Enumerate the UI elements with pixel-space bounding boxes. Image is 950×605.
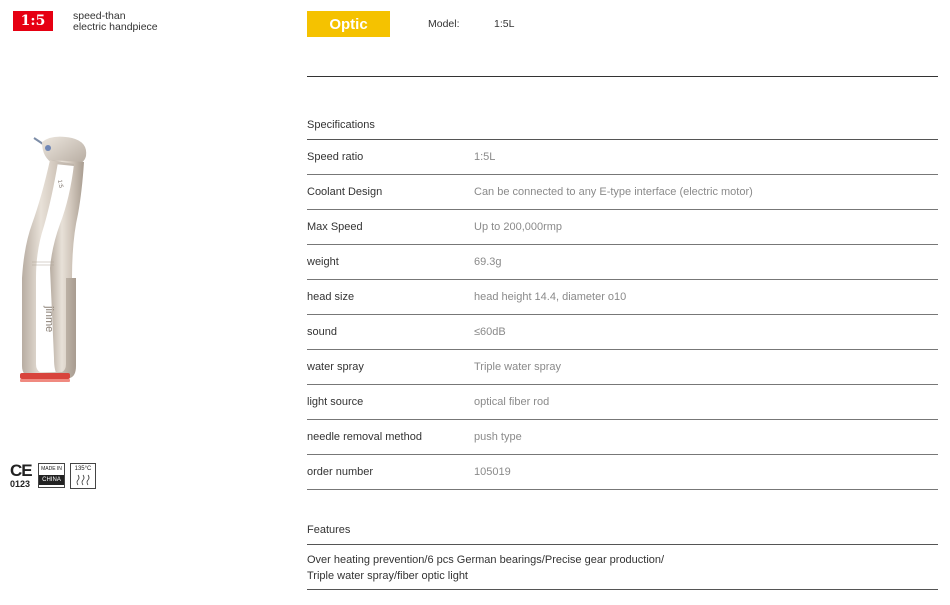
- description-line-1: speed-than: [73, 10, 126, 22]
- made-in-china-badge: [38, 463, 65, 488]
- header-divider: [307, 76, 938, 77]
- temperature-label: 135°C: [74, 466, 92, 472]
- spec-value: Triple water spray: [474, 361, 562, 373]
- spec-value: optical fiber rod: [474, 396, 550, 408]
- spec-label: weight: [307, 256, 339, 268]
- spec-label: head size: [307, 291, 355, 303]
- features-title: Features: [307, 524, 351, 536]
- spec-value: Can be connected to any E-type interface (electric motor): [474, 186, 753, 198]
- spec-value: ≤60dB: [474, 326, 506, 338]
- spec-row: [307, 455, 938, 490]
- spec-row: [307, 385, 938, 420]
- optic-badge: Optic: [307, 11, 390, 37]
- specifications-table: [307, 140, 938, 490]
- spec-row: [307, 175, 938, 210]
- features-text: [307, 552, 664, 584]
- spec-row: [307, 420, 938, 455]
- steam-icon: [75, 474, 91, 486]
- spec-value: 69.3g: [474, 256, 502, 268]
- ce-number: 0123: [10, 479, 31, 489]
- spec-row: [307, 245, 938, 280]
- ratio-badge: 1:5: [13, 11, 53, 31]
- spec-row: [307, 280, 938, 315]
- handpiece-image: [14, 128, 94, 388]
- engraving-ratio: 1:5: [56, 179, 64, 189]
- spec-value: Up to 200,000rmp: [474, 221, 563, 233]
- ce-mark: CE: [10, 461, 32, 480]
- description-line-2: electric handpiece: [73, 21, 158, 33]
- features-line-2: Triple water spray/fiber optic light: [307, 570, 468, 582]
- spec-label: water spray: [307, 361, 364, 373]
- ce-certification: [10, 462, 36, 490]
- product-description: [73, 11, 158, 33]
- features-divider: [307, 544, 938, 545]
- spec-label: light source: [307, 396, 364, 408]
- spec-label: Coolant Design: [307, 186, 383, 198]
- spec-label: Speed ratio: [307, 151, 364, 163]
- model-value: 1:5L: [494, 18, 515, 30]
- autoclave-badge: [70, 463, 96, 489]
- spec-value: head height 14.4, diameter ο10: [474, 291, 627, 303]
- features-bottom-divider: [307, 589, 938, 590]
- spec-row: [307, 210, 938, 245]
- spec-label: order number: [307, 466, 374, 478]
- spec-value: push type: [474, 431, 522, 443]
- spec-value: 1:5L: [474, 151, 496, 163]
- spec-row: [307, 315, 938, 350]
- specifications-title: Specifications: [307, 119, 375, 131]
- model-label: Model:: [428, 18, 460, 30]
- spec-label: needle removal method: [307, 431, 422, 443]
- made-in-label: MADE IN: [41, 466, 62, 472]
- engraving-brand: jinme: [43, 306, 55, 333]
- spec-value: 105019: [474, 466, 511, 478]
- country-label: CHINA: [39, 475, 64, 485]
- spec-row: [307, 350, 938, 385]
- spec-row: [307, 140, 938, 175]
- spec-label: Max Speed: [307, 221, 363, 233]
- spec-label: sound: [307, 326, 337, 338]
- features-line-1: Over heating prevention/6 pcs German bearings/Precise gear production/: [307, 554, 665, 566]
